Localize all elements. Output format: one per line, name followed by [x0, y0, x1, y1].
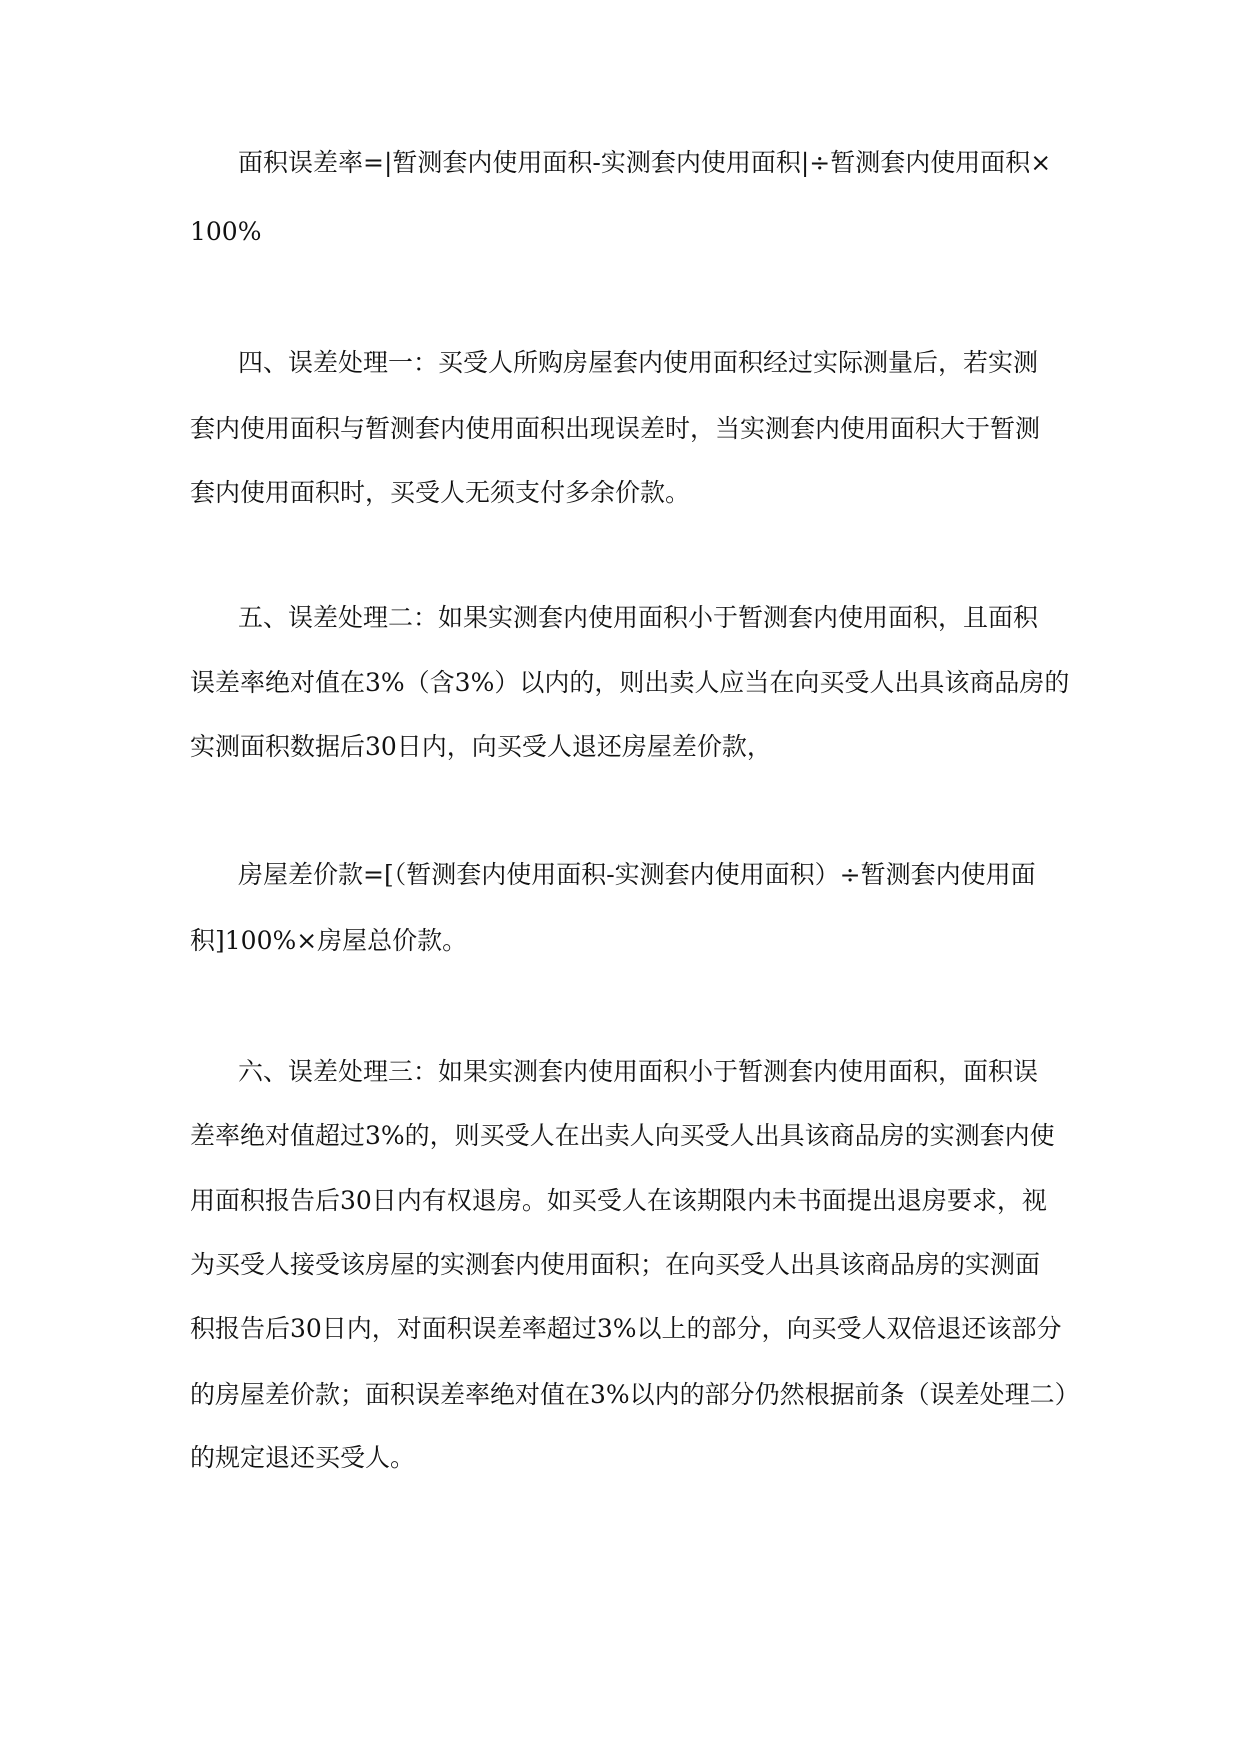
- text-line: 差率绝对值超过3%的，则买受人在出卖人向买受人出具该商品房的实测套内使: [190, 1121, 1055, 1150]
- text-line: 房屋差价款=[（暂测套内使用面积-实测套内使用面积）÷暂测套内使用面: [238, 860, 1036, 889]
- text-line: 积]100%×房屋总价款。: [190, 926, 468, 955]
- text-line: 积报告后30日内，对面积误差率超过3%以上的部分，向买受人双倍退还该部分: [190, 1314, 1062, 1343]
- text-line: 用面积报告后30日内有权退房。如买受人在该期限内未书面提出退房要求，视: [190, 1186, 1047, 1215]
- text-line: 六、误差处理三：如果实测套内使用面积小于暂测套内使用面积，面积误: [238, 1057, 1039, 1086]
- text-line: 100%: [190, 217, 262, 246]
- text-line: 误差率绝对值在3%（含3%）以内的，则出卖人应当在向买受人出具该商品房的: [190, 668, 1070, 697]
- text-line: 的房屋差价款；面积误差率绝对值在3%以内的部分仍然根据前条（误差处理二）: [190, 1380, 1080, 1409]
- text-line: 为买受人接受该房屋的实测套内使用面积；在向买受人出具该商品房的实测面: [190, 1250, 1041, 1279]
- text-line: 五、误差处理二：如果实测套内使用面积小于暂测套内使用面积，且面积: [238, 603, 1039, 632]
- text-line: 实测面积数据后30日内，向买受人退还房屋差价款，: [190, 732, 772, 761]
- text-line: 套内使用面积与暂测套内使用面积出现误差时，当实测套内使用面积大于暂测: [190, 414, 1041, 443]
- text-line: 套内使用面积时，买受人无须支付多余价款。: [190, 478, 691, 507]
- text-line: 的规定退还买受人。: [190, 1443, 416, 1472]
- text-line: 面积误差率=|暂测套内使用面积-实测套内使用面积|÷暂测套内使用面积×: [238, 148, 1052, 177]
- text-line: 四、误差处理一：买受人所购房屋套内使用面积经过实际测量后，若实测: [238, 348, 1039, 377]
